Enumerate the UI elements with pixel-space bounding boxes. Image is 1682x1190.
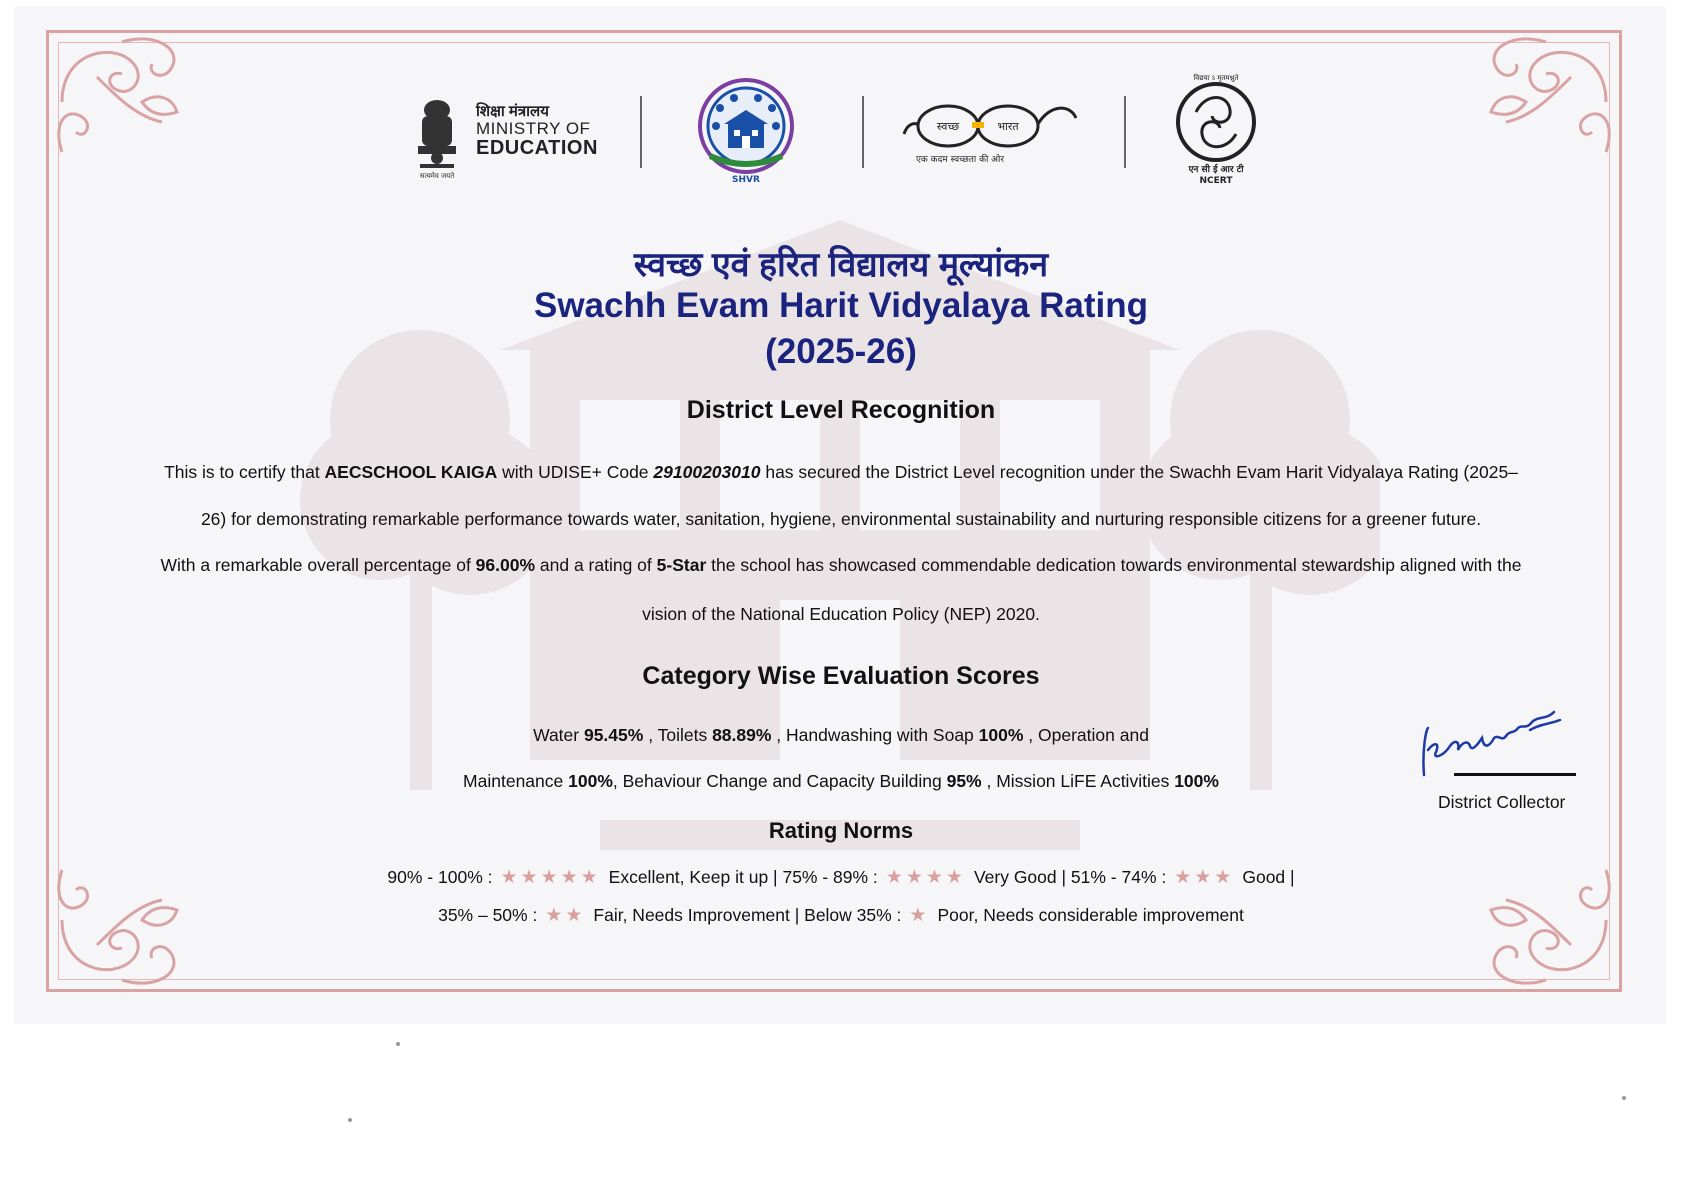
star-rating: 5-Star	[656, 555, 707, 575]
shvr-label: SHVR	[732, 175, 760, 185]
swachh-bharat-logo-icon	[900, 94, 1080, 170]
logo-row	[0, 72, 1682, 192]
svg-text:NCERT: NCERT	[1199, 176, 1233, 184]
four-star-icon: ★★★★	[885, 867, 966, 888]
water-score: 95.45%	[583, 725, 644, 745]
one-star-icon: ★	[909, 905, 930, 926]
three-star-icon: ★★★	[1174, 867, 1235, 888]
rating-norms-line-2: 35% – 50% : ★★ Fair, Needs Improvement | Below 35% : ★ Poor, Needs considerable improvement	[438, 905, 1244, 926]
logo-divider	[862, 96, 864, 168]
signatory-title: District Collector	[1438, 792, 1566, 812]
svg-text:सत्यमेव जयते: सत्यमेव जयते	[419, 172, 455, 180]
svg-text:एन सी ई आर टी: एन सी ई आर टी	[1188, 165, 1244, 175]
speck	[396, 1042, 400, 1046]
svg-text:विद्यया ऽ मृतमश्नुते: विद्यया ऽ मृतमश्नुते	[1193, 74, 1239, 82]
school-name: AECSCHOOL KAIGA	[324, 462, 498, 482]
certify-line-1: This is to certify that AECSCHOOL KAIGA with UDISE+ Code 29100203010 has secured the District Level recognition under the Swachh Evam Harit Vidyalaya Rating (2025–	[164, 462, 1518, 482]
title-hindi: स्वच्छ एवं हरित विद्यालय मूल्यांकन	[633, 246, 1049, 284]
category-heading: Category Wise Evaluation Scores	[642, 662, 1040, 690]
overall-percentage: 96.00%	[475, 555, 536, 575]
svg-text:एक कदम स्वच्छता की ओर: एक कदम स्वच्छता की ओर	[915, 155, 1005, 165]
moe-line-1: MINISTRY OF	[476, 118, 591, 138]
moe-line-2: EDUCATION	[476, 136, 598, 159]
rating-norms-line-1: 90% - 100% : ★★★★★ Excellent, Keep it up | 75% - 89% : ★★★★ Very Good | 51% - 74% : ★★★ Good |	[387, 867, 1295, 888]
shvr-logo-icon	[680, 74, 812, 186]
title-english: Swachh Evam Harit Vidyalaya Rating	[533, 286, 1149, 325]
certify-line-2: 26) for demonstrating remarkable performance towards water, sanitation, hygiene, environmental sustainability and nurturing responsible citizens for a greener future.	[200, 509, 1482, 529]
ncert-logo-icon	[1166, 72, 1266, 184]
moe-hindi-text: शिक्षा मंत्रालय	[476, 103, 549, 120]
ministry-of-education-logo	[476, 104, 598, 159]
mission-life-score: 100%	[1174, 771, 1219, 791]
certify-line-3: With a remarkable overall percentage of 96.00% and a rating of 5-Star the school has showcased commendable dedication towards environmental stewardship aligned with the	[160, 555, 1522, 575]
signature-line	[1454, 773, 1576, 776]
collector-signature	[1414, 690, 1574, 780]
certify-line-4: vision of the National Education Policy (NEP) 2020.	[642, 604, 1040, 624]
udise-code: 29100203010	[653, 462, 761, 482]
national-emblem-icon	[412, 96, 462, 180]
logo-divider	[1124, 96, 1126, 168]
toilets-score: 88.89%	[712, 725, 772, 745]
svg-text:भारत: भारत	[997, 120, 1019, 133]
handwashing-score: 100%	[978, 725, 1024, 745]
title-year: (2025-26)	[765, 332, 917, 371]
rating-norms-heading: Rating Norms	[768, 818, 914, 843]
maintenance-score: 100%	[568, 771, 613, 791]
svg-text:स्वच्छ: स्वच्छ	[936, 120, 960, 133]
two-star-icon: ★★	[545, 905, 586, 926]
recognition-heading: District Level Recognition	[686, 396, 996, 424]
five-star-icon: ★★★★★	[500, 867, 601, 888]
category-scores-line-2: Maintenance 100%, Behaviour Change and Capacity Building 95% , Mission LiFE Activities 100%	[463, 771, 1219, 791]
speck	[1622, 1096, 1626, 1100]
behaviour-change-score: 95%	[946, 771, 982, 791]
speck	[348, 1118, 352, 1122]
category-scores-line-1: Water 95.45% , Toilets 88.89% , Handwashing with Soap 100% , Operation and	[533, 725, 1149, 745]
logo-divider	[640, 96, 642, 168]
